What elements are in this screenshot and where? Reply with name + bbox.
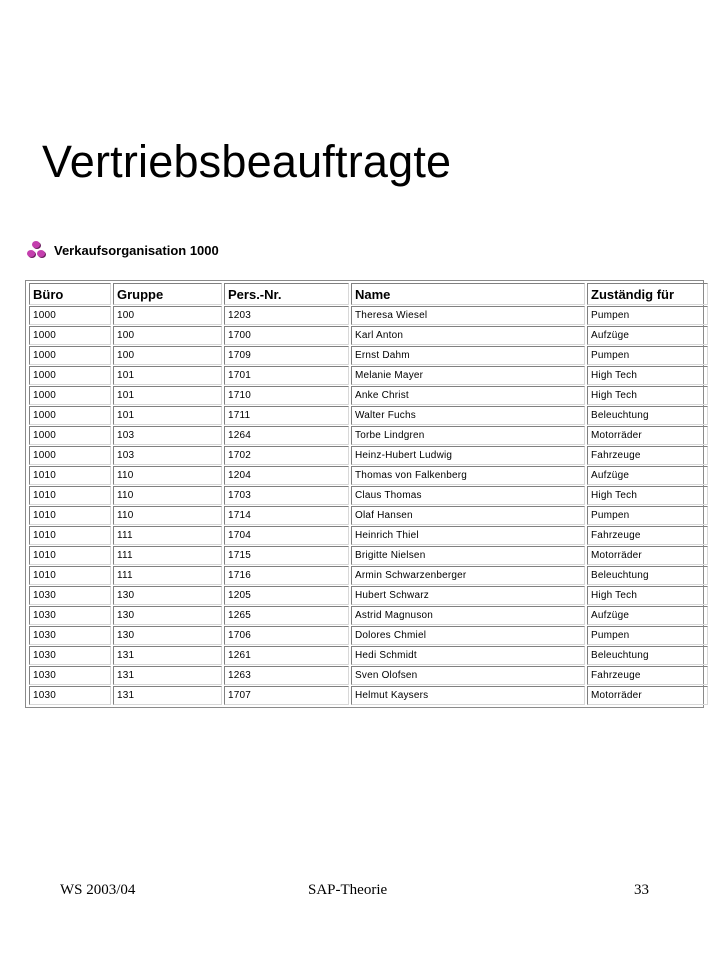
cell-pers-nr: 1703 <box>224 486 349 505</box>
cell-zustaendig: Pumpen <box>587 346 708 365</box>
cell-gruppe: 100 <box>113 306 222 325</box>
cell-zustaendig: High Tech <box>587 486 708 505</box>
table-row <box>29 686 708 705</box>
cell-buero: 1010 <box>29 506 111 525</box>
cell-name: Claus Thomas <box>351 486 585 505</box>
column-header-name: Name <box>351 283 585 305</box>
cell-name: Olaf Hansen <box>351 506 585 525</box>
cell-zustaendig: Beleuchtung <box>587 646 708 665</box>
cell-gruppe: 131 <box>113 666 222 685</box>
cell-zustaendig: Motorräder <box>587 426 708 445</box>
cell-gruppe: 100 <box>113 346 222 365</box>
cell-name: Astrid Magnuson <box>351 606 585 625</box>
cell-pers-nr: 1261 <box>224 646 349 665</box>
cell-name: Ernst Dahm <box>351 346 585 365</box>
footer-course: SAP-Theorie <box>308 882 388 898</box>
cell-zustaendig: Fahrzeuge <box>587 446 708 465</box>
cell-pers-nr: 1709 <box>224 346 349 365</box>
cell-gruppe: 111 <box>113 566 222 585</box>
table-row <box>29 406 708 425</box>
cell-buero: 1030 <box>29 626 111 645</box>
cell-gruppe: 130 <box>113 586 222 605</box>
cell-name: Theresa Wiesel <box>351 306 585 325</box>
cell-name: Walter Fuchs <box>351 406 585 425</box>
cell-zustaendig: Beleuchtung <box>587 566 708 585</box>
table-row <box>29 346 708 365</box>
cell-name: Armin Schwarzenberger <box>351 566 585 585</box>
cell-zustaendig: Fahrzeuge <box>587 526 708 545</box>
cell-name: Dolores Chmiel <box>351 626 585 645</box>
cell-name: Brigitte Nielsen <box>351 546 585 565</box>
cell-zustaendig: Motorräder <box>587 546 708 565</box>
cell-pers-nr: 1264 <box>224 426 349 445</box>
table-row <box>29 426 708 445</box>
cell-buero: 1030 <box>29 606 111 625</box>
column-header-buero: Büro <box>29 283 111 305</box>
table-row <box>29 526 708 545</box>
cell-name: Hubert Schwarz <box>351 586 585 605</box>
cell-zustaendig: Pumpen <box>587 306 708 325</box>
table-row <box>29 326 708 345</box>
cell-pers-nr: 1203 <box>224 306 349 325</box>
cell-buero: 1000 <box>29 386 111 405</box>
cell-name: Hedi Schmidt <box>351 646 585 665</box>
table-row <box>29 646 708 665</box>
cell-pers-nr: 1714 <box>224 506 349 525</box>
cell-zustaendig: Pumpen <box>587 506 708 525</box>
cell-gruppe: 110 <box>113 486 222 505</box>
sales-rep-table-container <box>25 280 704 708</box>
cell-gruppe: 101 <box>113 386 222 405</box>
cell-buero: 1000 <box>29 326 111 345</box>
cell-pers-nr: 1706 <box>224 626 349 645</box>
cell-zustaendig: Aufzüge <box>587 606 708 625</box>
cell-buero: 1010 <box>29 546 111 565</box>
cell-name: Karl Anton <box>351 326 585 345</box>
cell-zustaendig: High Tech <box>587 586 708 605</box>
cell-buero: 1030 <box>29 666 111 685</box>
cell-name: Helmut Kaysers <box>351 686 585 705</box>
cell-pers-nr: 1711 <box>224 406 349 425</box>
table-row <box>29 306 708 325</box>
cell-gruppe: 131 <box>113 646 222 665</box>
cell-buero: 1030 <box>29 646 111 665</box>
org-header <box>26 235 219 265</box>
footer-semester: WS 2003/04 <box>60 882 136 898</box>
cell-pers-nr: 1701 <box>224 366 349 385</box>
table-row <box>29 446 708 465</box>
column-header-pers-nr: Pers.-Nr. <box>224 283 349 305</box>
sales-rep-table <box>27 282 710 706</box>
table-row <box>29 566 708 585</box>
cell-gruppe: 100 <box>113 326 222 345</box>
cell-gruppe: 103 <box>113 446 222 465</box>
cell-name: Torbe Lindgren <box>351 426 585 445</box>
cell-gruppe: 111 <box>113 546 222 565</box>
org-title: Verkaufsorganisation 1000 <box>54 242 219 258</box>
cell-name: Heinrich Thiel <box>351 526 585 545</box>
cell-gruppe: 103 <box>113 426 222 445</box>
cell-name: Anke Christ <box>351 386 585 405</box>
cell-pers-nr: 1204 <box>224 466 349 485</box>
cell-buero: 1010 <box>29 566 111 585</box>
cell-pers-nr: 1704 <box>224 526 349 545</box>
cell-buero: 1000 <box>29 446 111 465</box>
cell-zustaendig: Aufzüge <box>587 466 708 485</box>
cell-pers-nr: 1265 <box>224 606 349 625</box>
cell-pers-nr: 1716 <box>224 566 349 585</box>
cell-zustaendig: High Tech <box>587 386 708 405</box>
org-unit-icon <box>26 240 46 260</box>
cell-buero: 1000 <box>29 406 111 425</box>
cell-gruppe: 111 <box>113 526 222 545</box>
footer-page-number: 33 <box>634 882 649 898</box>
column-header-gruppe: Gruppe <box>113 283 222 305</box>
cell-buero: 1000 <box>29 306 111 325</box>
cell-zustaendig: Motorräder <box>587 686 708 705</box>
cell-gruppe: 101 <box>113 406 222 425</box>
column-header-zustaendig: Zuständig für <box>587 283 708 305</box>
table-row <box>29 626 708 645</box>
cell-pers-nr: 1715 <box>224 546 349 565</box>
cell-zustaendig: High Tech <box>587 366 708 385</box>
cell-pers-nr: 1710 <box>224 386 349 405</box>
cell-gruppe: 130 <box>113 626 222 645</box>
cell-zustaendig: Aufzüge <box>587 326 708 345</box>
cell-buero: 1010 <box>29 466 111 485</box>
table-header-row <box>29 283 708 305</box>
cell-buero: 1000 <box>29 426 111 445</box>
cell-zustaendig: Pumpen <box>587 626 708 645</box>
table-row <box>29 586 708 605</box>
cell-pers-nr: 1263 <box>224 666 349 685</box>
table-row <box>29 546 708 565</box>
cell-buero: 1000 <box>29 366 111 385</box>
cell-pers-nr: 1707 <box>224 686 349 705</box>
cell-name: Sven Olofsen <box>351 666 585 685</box>
cell-gruppe: 131 <box>113 686 222 705</box>
cell-name: Heinz-Hubert Ludwig <box>351 446 585 465</box>
cell-gruppe: 101 <box>113 366 222 385</box>
table-body <box>29 306 708 705</box>
cell-buero: 1010 <box>29 486 111 505</box>
table-row <box>29 666 708 685</box>
table-row <box>29 466 708 485</box>
table-row <box>29 506 708 525</box>
cell-buero: 1000 <box>29 346 111 365</box>
cell-buero: 1030 <box>29 586 111 605</box>
cell-pers-nr: 1700 <box>224 326 349 345</box>
table-row <box>29 366 708 385</box>
slide-title: Vertriebsbeauftragte <box>42 136 452 187</box>
table-row <box>29 486 708 505</box>
cell-zustaendig: Fahrzeuge <box>587 666 708 685</box>
cell-zustaendig: Beleuchtung <box>587 406 708 425</box>
table-row <box>29 386 708 405</box>
cell-name: Melanie Mayer <box>351 366 585 385</box>
cell-pers-nr: 1702 <box>224 446 349 465</box>
cell-pers-nr: 1205 <box>224 586 349 605</box>
cell-gruppe: 130 <box>113 606 222 625</box>
cell-name: Thomas von Falkenberg <box>351 466 585 485</box>
cell-gruppe: 110 <box>113 506 222 525</box>
cell-buero: 1030 <box>29 686 111 705</box>
cell-buero: 1010 <box>29 526 111 545</box>
table-row <box>29 606 708 625</box>
cell-gruppe: 110 <box>113 466 222 485</box>
